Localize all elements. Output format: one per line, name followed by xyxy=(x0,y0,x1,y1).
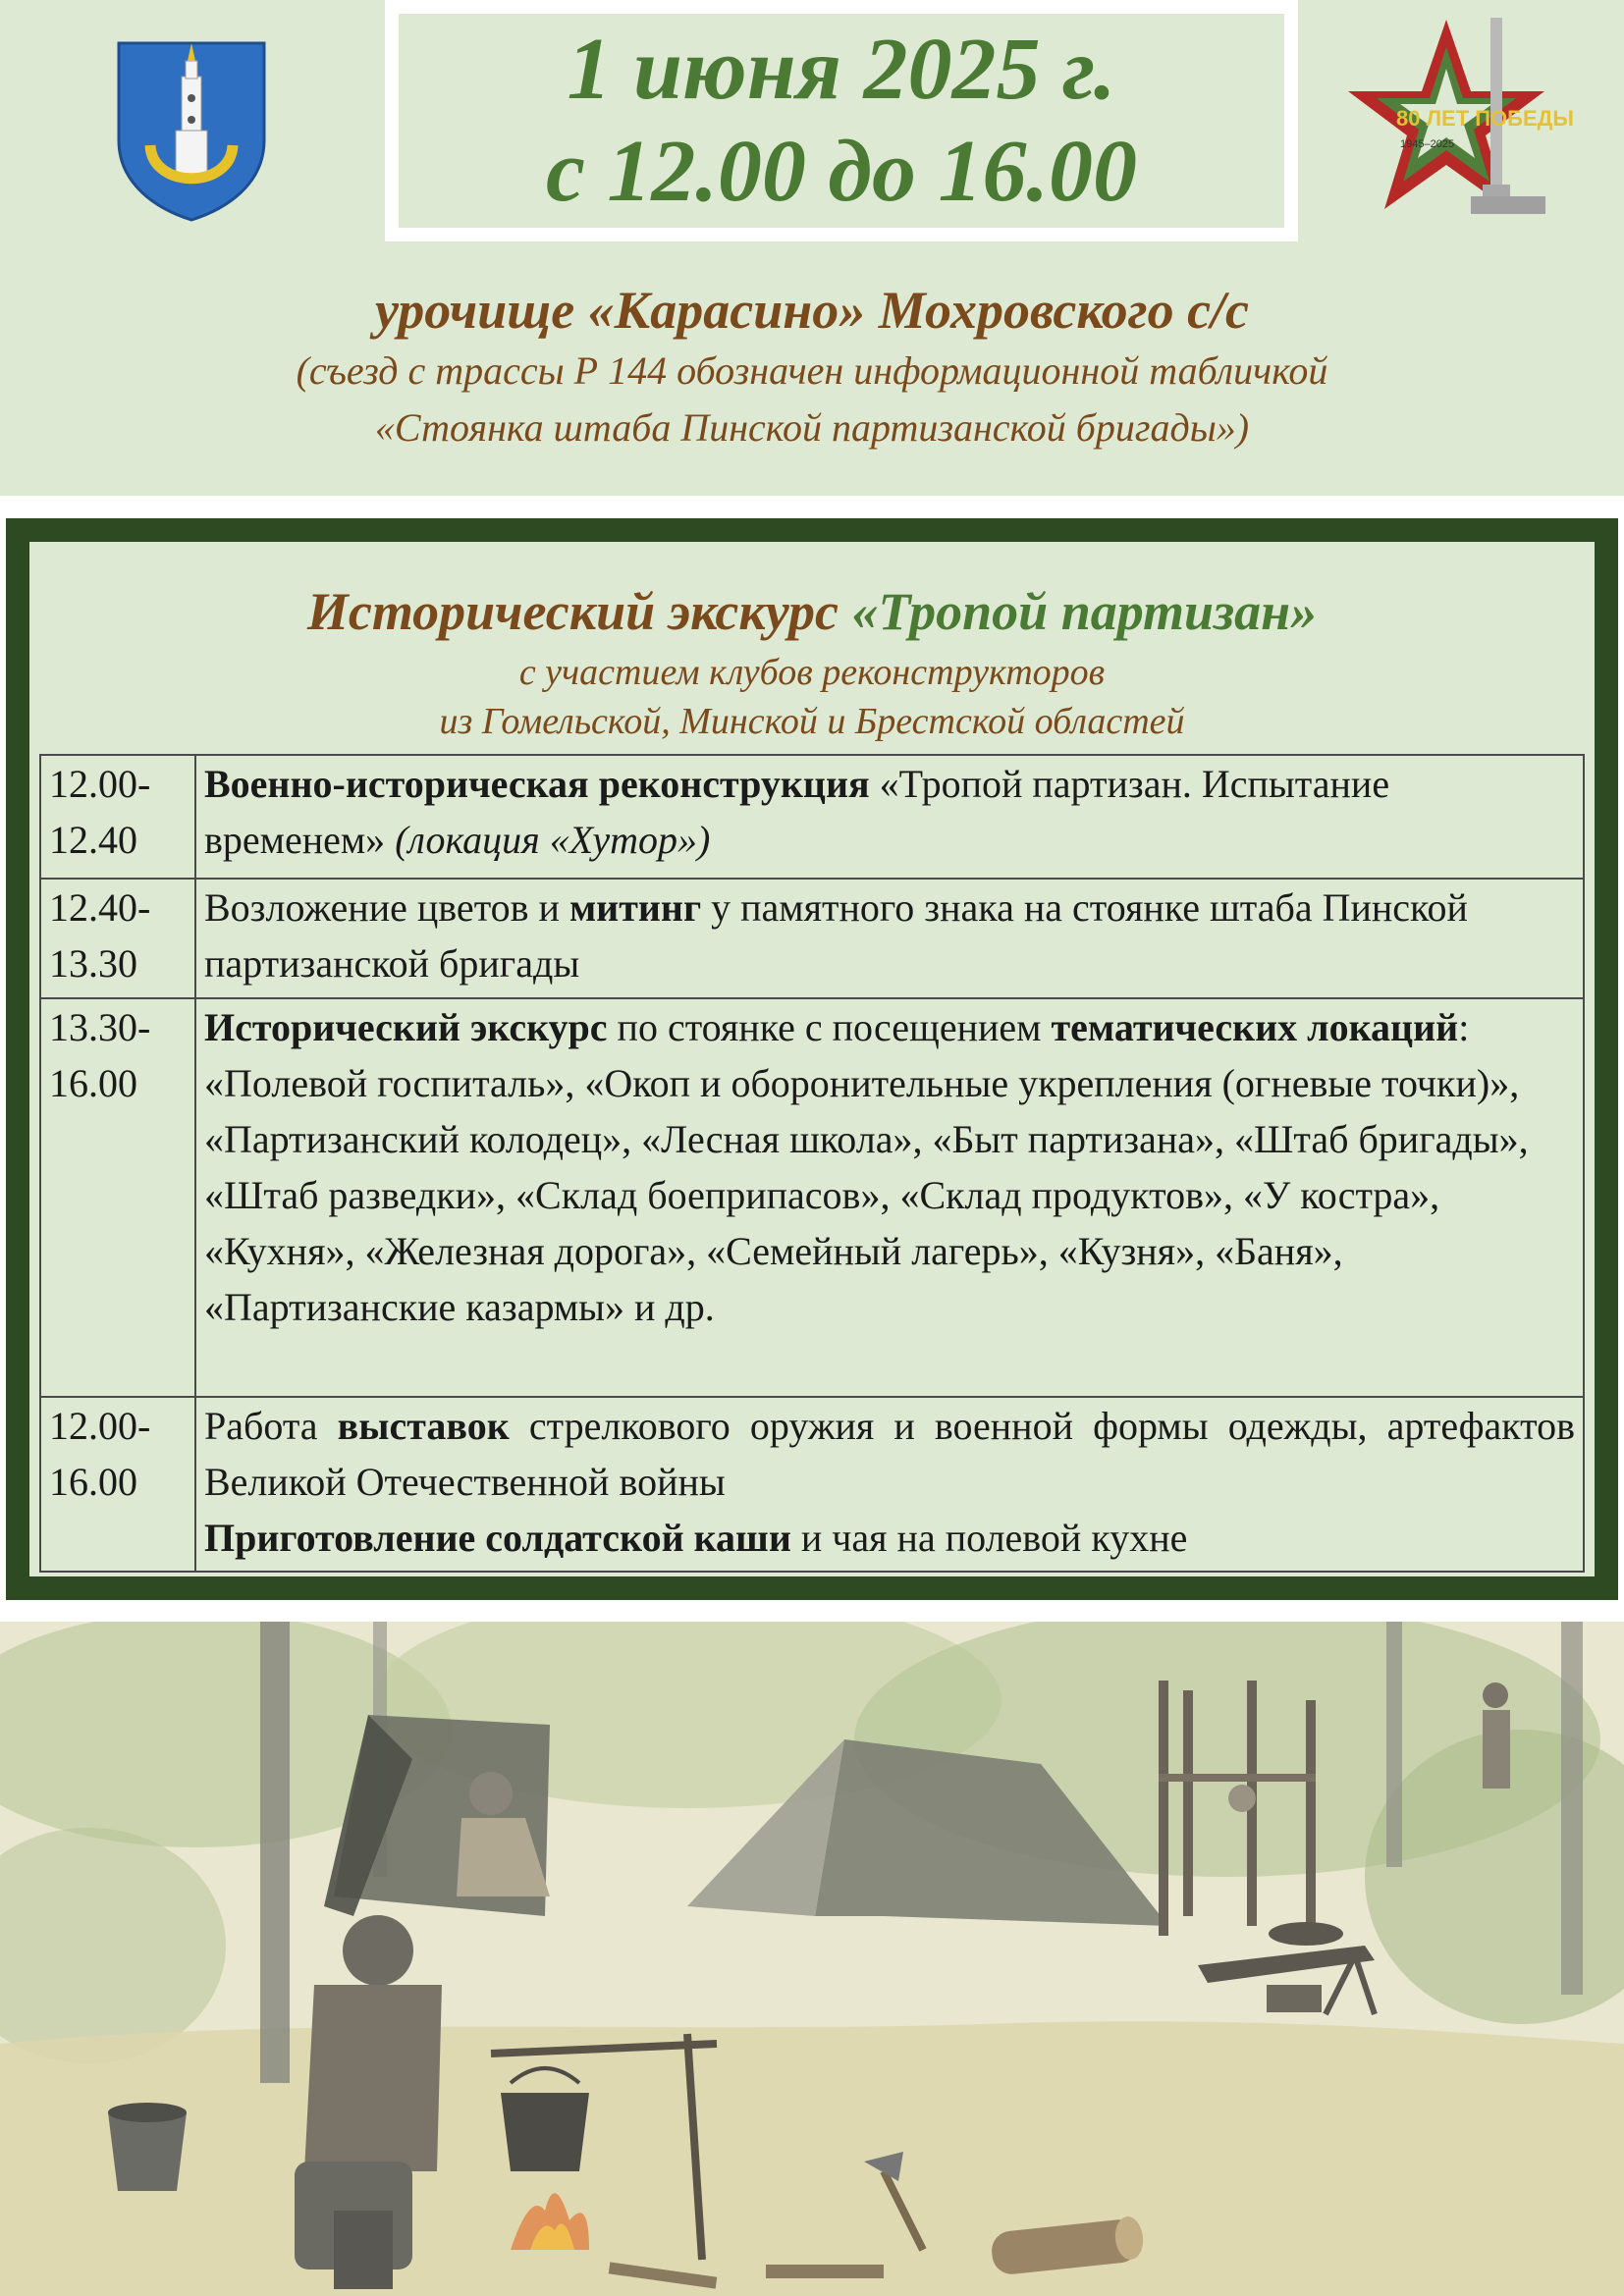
time-cell xyxy=(40,1397,195,1572)
event-title xyxy=(29,579,1595,644)
program-frame xyxy=(6,518,1618,1600)
venue-block xyxy=(0,278,1624,456)
time-cell xyxy=(40,755,195,879)
description-cell xyxy=(195,1397,1584,1572)
time-end: 12.40 xyxy=(49,818,137,862)
desc-bold: Военно-историческая реконструкция xyxy=(204,762,870,806)
event-date: 1 июня 2025 г. xyxy=(567,21,1116,118)
desc-text: Возложение цветов и xyxy=(204,885,569,930)
time-cell xyxy=(40,879,195,998)
time-start: 12.00- xyxy=(49,762,151,806)
event-title-part1: Исторический экскурс xyxy=(306,582,839,641)
time-end: 16.00 xyxy=(49,1460,137,1504)
desc-text: по стоянке с посещением xyxy=(607,1005,1052,1049)
event-subtitle-line2: из Гомельской, Минской и Брестской областей xyxy=(439,701,1185,742)
table-row xyxy=(40,755,1584,879)
venue-note-line2: «Стоянка штаба Пинской партизанской бригады») xyxy=(374,405,1250,450)
event-subtitle xyxy=(29,648,1595,746)
table-row xyxy=(40,998,1584,1397)
table-row xyxy=(40,879,1584,998)
desc-text: Работа xyxy=(204,1404,338,1448)
partisan-camp-illustration xyxy=(0,1622,1624,2296)
desc-text: у памятного знака на стоянке штаба Пинской партизанской бригады xyxy=(204,885,1468,986)
time-start: 12.00- xyxy=(49,1404,151,1448)
desc-paragraph xyxy=(204,1510,1575,1566)
event-title-part2: «Тропой партизан» xyxy=(851,582,1318,641)
schedule-table xyxy=(39,754,1585,1573)
time-end: 13.30 xyxy=(49,941,137,986)
table-row xyxy=(40,1397,1584,1572)
desc-bold: выставок xyxy=(337,1404,510,1448)
description-cell xyxy=(195,998,1584,1397)
desc-text: и чая на полевой кухне xyxy=(790,1516,1188,1560)
emblem-years: 1945–2025 xyxy=(1400,138,1455,150)
time-end: 16.00 xyxy=(49,1061,137,1105)
desc-text: : «Полевой госпиталь», «Окоп и оборонительные укрепления (огневые точки)», «Партизанский колодец», «Лесная школа», «Быт партизана», «Штаб бригады», «Штаб разведки», «Склад боеприпасов», «Склад продуктов», «У костра», «Кухня», «Железная дорога», «Семейный лагерь», «Кузня», «Баня», «Партизанские казармы» и др. xyxy=(204,1005,1529,1329)
desc-italic: (локация «Хутор») xyxy=(395,818,711,862)
venue-title: урочище «Карасино» Мохровского с/с xyxy=(374,281,1250,340)
desc-paragraph xyxy=(204,1398,1575,1510)
emblem-text: 80 ЛЕТ ПОБЕДЫ xyxy=(1396,106,1574,131)
description-cell xyxy=(195,755,1584,879)
event-time: с 12.00 до 16.00 xyxy=(545,123,1138,220)
desc-bold: Приготовление солдатской каши xyxy=(204,1516,791,1560)
victory-80-emblem-icon xyxy=(1343,8,1579,229)
event-subtitle-line1: с участием клубов реконструкторов xyxy=(518,652,1106,693)
desc-text: стрелкового оружия и военной формы одежды, артефактов Великой Отечественной войны xyxy=(204,1404,1576,1504)
desc-bold: тематических локаций xyxy=(1051,1005,1459,1049)
desc-text: «Тропой партизан. Испытание временем» xyxy=(204,762,1390,862)
time-start: 12.40- xyxy=(49,885,151,930)
description-cell xyxy=(195,879,1584,998)
program-panel xyxy=(29,542,1595,1576)
desc-bold: митинг xyxy=(568,885,702,930)
desc-bold: Исторический экскурс xyxy=(204,1005,608,1049)
time-cell xyxy=(40,998,195,1397)
venue-note-line1: (съезд с трассы Р 144 обозначен информационной табличкой xyxy=(296,348,1328,393)
date-box xyxy=(385,0,1298,241)
time-start: 13.30- xyxy=(49,1005,151,1049)
coat-of-arms-icon xyxy=(113,37,270,224)
